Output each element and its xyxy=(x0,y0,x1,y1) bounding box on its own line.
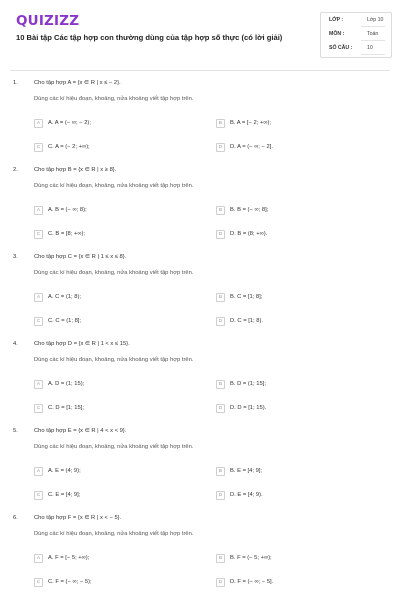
header-divider xyxy=(10,70,390,71)
option-a[interactable] xyxy=(34,553,89,563)
class-row xyxy=(329,17,385,29)
document-title: 10 Bài tập Các tập hợp con thường dùng của tập hợp số thực (có lời giải) xyxy=(16,33,283,42)
class-value: Lớp 10 xyxy=(367,17,384,23)
option-c[interactable] xyxy=(34,142,90,152)
option-letter-d: D xyxy=(216,578,225,587)
option-letter-d: D xyxy=(216,491,225,500)
option-a[interactable] xyxy=(34,466,81,476)
question-instruction: Dùng các kí hiệu đoạn, khoảng, nửa khoảng viết tập hợp trên. xyxy=(34,96,194,102)
option-d[interactable] xyxy=(216,577,273,587)
question-1 xyxy=(0,80,400,160)
option-text: D. E = [4; 9). xyxy=(230,492,263,498)
option-c[interactable] xyxy=(34,577,92,587)
option-letter-c: C xyxy=(34,491,43,500)
option-a[interactable] xyxy=(34,379,84,389)
question-number: 2. xyxy=(13,167,18,173)
question-instruction: Dùng các kí hiệu đoạn, khoảng, nửa khoảng viết tập hợp trên. xyxy=(34,270,194,276)
option-text: A. F = [− 5; +∞); xyxy=(48,555,90,561)
option-letter-d: D xyxy=(216,404,225,413)
question-count-label: SỐ CÂU : xyxy=(329,45,353,51)
option-d[interactable] xyxy=(216,403,266,413)
option-letter-b: B xyxy=(216,293,225,302)
question-text: Cho tập hợp F = {x ∈ R | x < − 5}. xyxy=(34,515,122,521)
option-letter-c: C xyxy=(34,143,43,152)
option-c[interactable] xyxy=(34,403,84,413)
question-instruction: Dùng các kí hiệu đoạn, khoảng, nửa khoảng viết tập hợp trên. xyxy=(34,357,194,363)
option-text: D. D = [1; 15). xyxy=(230,405,267,411)
question-number: 5. xyxy=(13,428,18,434)
option-c[interactable] xyxy=(34,490,80,500)
question-count-value: 10 xyxy=(367,45,373,51)
option-c[interactable] xyxy=(34,316,81,326)
option-letter-a: A xyxy=(34,293,43,302)
option-text: B. A = [− 2; +∞); xyxy=(230,120,272,126)
option-letter-c: C xyxy=(34,317,43,326)
option-text: B. B = (− ∞; 8]; xyxy=(230,207,269,213)
option-text: B. D = (1; 15]; xyxy=(230,381,266,387)
option-text: D. F = (− ∞; − 5]. xyxy=(230,579,274,585)
option-text: B. F = (− 5; +∞); xyxy=(230,555,272,561)
quizizz-logo[interactable]: QUIZIZZ xyxy=(16,13,80,29)
option-a[interactable] xyxy=(34,205,87,215)
option-text: C. B = [8; +∞); xyxy=(48,231,85,237)
option-text: B. E = [4; 9]; xyxy=(230,468,263,474)
option-letter-c: C xyxy=(34,578,43,587)
option-c[interactable] xyxy=(34,229,85,239)
option-letter-a: A xyxy=(34,554,43,563)
option-b[interactable] xyxy=(216,205,268,215)
option-letter-a: A xyxy=(34,380,43,389)
subject-underline xyxy=(361,40,385,41)
option-b[interactable] xyxy=(216,379,266,389)
option-letter-c: C xyxy=(34,404,43,413)
option-letter-b: B xyxy=(216,467,225,476)
option-text: D. A = (− ∞; − 2]. xyxy=(230,144,273,150)
question-number: 6. xyxy=(13,515,18,521)
question-5 xyxy=(0,428,400,508)
option-text: A. D = (1; 15); xyxy=(48,381,85,387)
question-instruction: Dùng các kí hiệu đoạn, khoảng, nửa khoảng viết tập hợp trên. xyxy=(34,183,194,189)
subject-label: MÔN : xyxy=(329,31,345,37)
option-d[interactable] xyxy=(216,316,263,326)
question-6 xyxy=(0,515,400,595)
class-label: LỚP : xyxy=(329,17,344,23)
question-text: Cho tập hợp C = {x ∈ R | 1 ≤ x ≤ 8}. xyxy=(34,254,127,260)
question-4 xyxy=(0,341,400,421)
option-text: A. B = (− ∞; 8); xyxy=(48,207,87,213)
question-2 xyxy=(0,167,400,247)
option-b[interactable] xyxy=(216,292,262,302)
option-b[interactable] xyxy=(216,553,272,563)
option-text: D. C = [1; 8). xyxy=(230,318,264,324)
option-letter-c: C xyxy=(34,230,43,239)
option-text: C. A = (− 2; +∞); xyxy=(48,144,90,150)
option-a[interactable] xyxy=(34,292,81,302)
option-text: A. C = (1; 8); xyxy=(48,294,82,300)
question-number: 4. xyxy=(13,341,18,347)
subject-row xyxy=(329,31,385,43)
question-count-underline xyxy=(361,54,385,55)
question-text: Cho tập hợp A = {x ∈ R | x ≤ − 2}. xyxy=(34,80,121,86)
option-letter-a: A xyxy=(34,119,43,128)
question-number: 1. xyxy=(13,80,18,86)
question-instruction: Dùng các kí hiệu đoạn, khoảng, nửa khoảng viết tập hợp trên. xyxy=(34,531,194,537)
option-letter-d: D xyxy=(216,317,225,326)
option-letter-a: A xyxy=(34,467,43,476)
option-letter-a: A xyxy=(34,206,43,215)
option-d[interactable] xyxy=(216,142,273,152)
class-underline xyxy=(361,26,385,27)
option-text: C. C = (1; 8]; xyxy=(48,318,82,324)
subject-value: Toán xyxy=(367,31,379,37)
option-letter-b: B xyxy=(216,119,225,128)
option-text: A. E = (4; 9); xyxy=(48,468,81,474)
option-letter-b: B xyxy=(216,206,225,215)
question-3 xyxy=(0,254,400,334)
option-d[interactable] xyxy=(216,490,263,500)
option-letter-b: B xyxy=(216,380,225,389)
option-letter-b: B xyxy=(216,554,225,563)
option-text: B. C = [1; 8]; xyxy=(230,294,263,300)
option-b[interactable] xyxy=(216,118,271,128)
option-a[interactable] xyxy=(34,118,91,128)
option-text: C. E = [4; 9]; xyxy=(48,492,81,498)
question-text: Cho tập hợp D = {x ∈ R | 1 < x ≤ 15}. xyxy=(34,341,130,347)
option-letter-d: D xyxy=(216,230,225,239)
option-letter-d: D xyxy=(216,143,225,152)
option-d[interactable] xyxy=(216,229,267,239)
question-count-row xyxy=(329,45,385,57)
option-text: C. D = [1; 15]; xyxy=(48,405,84,411)
worksheet-info-box xyxy=(320,12,392,58)
question-text: Cho tập hợp B = {x ∈ R | x ≥ 8}. xyxy=(34,167,117,173)
question-number: 3. xyxy=(13,254,18,260)
question-instruction: Dùng các kí hiệu đoạn, khoảng, nửa khoảng viết tập hợp trên. xyxy=(34,444,194,450)
option-text: C. F = (− ∞; − 5); xyxy=(48,579,92,585)
option-text: A. A = (− ∞; − 2); xyxy=(48,120,91,126)
option-text: D. B = (8; +∞). xyxy=(230,231,268,237)
option-b[interactable] xyxy=(216,466,262,476)
question-text: Cho tập hợp E = {x ∈ R | 4 < x < 9}. xyxy=(34,428,127,434)
